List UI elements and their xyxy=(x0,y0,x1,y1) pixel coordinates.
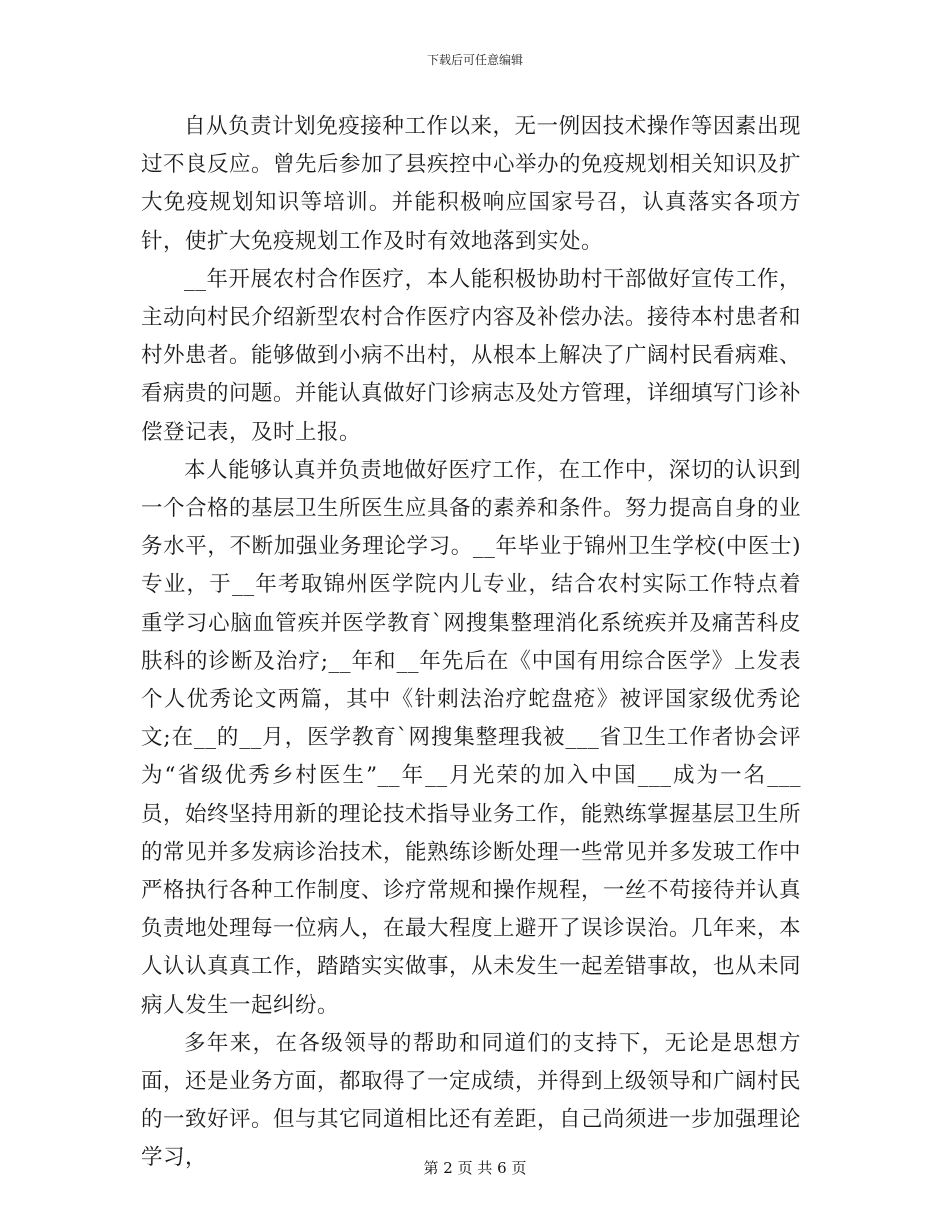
body-paragraph-4: 多年来，在各级领导的帮助和同道们的支持下，无论是思想方面，还是业务方面，都取得了一定成绩，并得到上级领导和广阔村民的一致好评。但与其它同道相比还有差距，自己尚须进一步加强理论学习， xyxy=(141,1030,802,1171)
body-paragraph-1: 自从负责计划免疫接种工作以来，无一例因技术操作等因素出现过不良反应。曾先后参加了县疾控中心举办的免疫规划相关知识及扩大免疫规划知识等培训。并能积极响应国家号召，认真落实各项方针，使扩大免疫规划工作及时有效地落到实处。 xyxy=(141,114,802,254)
page-number-footer: 第 2 页 共 6 页 xyxy=(423,1159,527,1177)
document-body xyxy=(141,108,801,1178)
page-header: 下载后可任意编辑 xyxy=(426,53,523,67)
body-paragraph-3: 本人能够认真并负责地做好医疗工作，在工作中，深切的认识到一个合格的基层卫生所医生应具备的素养和条件。努力提高自身的业务水平，不断加强业务理论学习。__年毕业于锦州卫生学校(中医士)专业，于__年考取锦州医学院内儿专业，结合农村实际工作特点着重学习心脑血管疾并医学教育`网搜集整理消化系统疾并及痛苦科皮肤科的诊断及治疗;__年和__年先后在《中国有用综合医学》上发表个人优秀论文两篇，其中《针刺法治疗蛇盘疮》被评国家级优秀论文;在__的__月，医学教育`网搜集整理我被___省卫生工作者协会评为“省级优秀乡村医生”__年__月光荣的加入中国___成为一名___员，始终坚持用新的理论技术指导业务工作，能熟练掌握基层卫生所的常见并多发病诊治技术，能熟练诊断处理一些常见并多发玻工作中严格执行各种工作制度、诊疗常规和操作规程，一丝不苟接待并认真负责地处理每一位病人，在最大程度上避开了误诊误治。几年来，本人认认真真工作，踏踏实实做事，从未发生一起差错事故，也从未同病人发生一起纠纷。 xyxy=(141,457,802,1018)
body-paragraph-2: __年开展农村合作医疗，本人能积极协助村干部做好宣传工作，主动向村民介绍新型农村合作医疗内容及补偿办法。接待本村患者和村外患者。能够做到小病不出村，从根本上解决了广阔村民看病难、看病贵的问题。并能认真做好门诊病志及处方管理，详细填写门诊补偿登记表，及时上报。 xyxy=(141,266,802,445)
